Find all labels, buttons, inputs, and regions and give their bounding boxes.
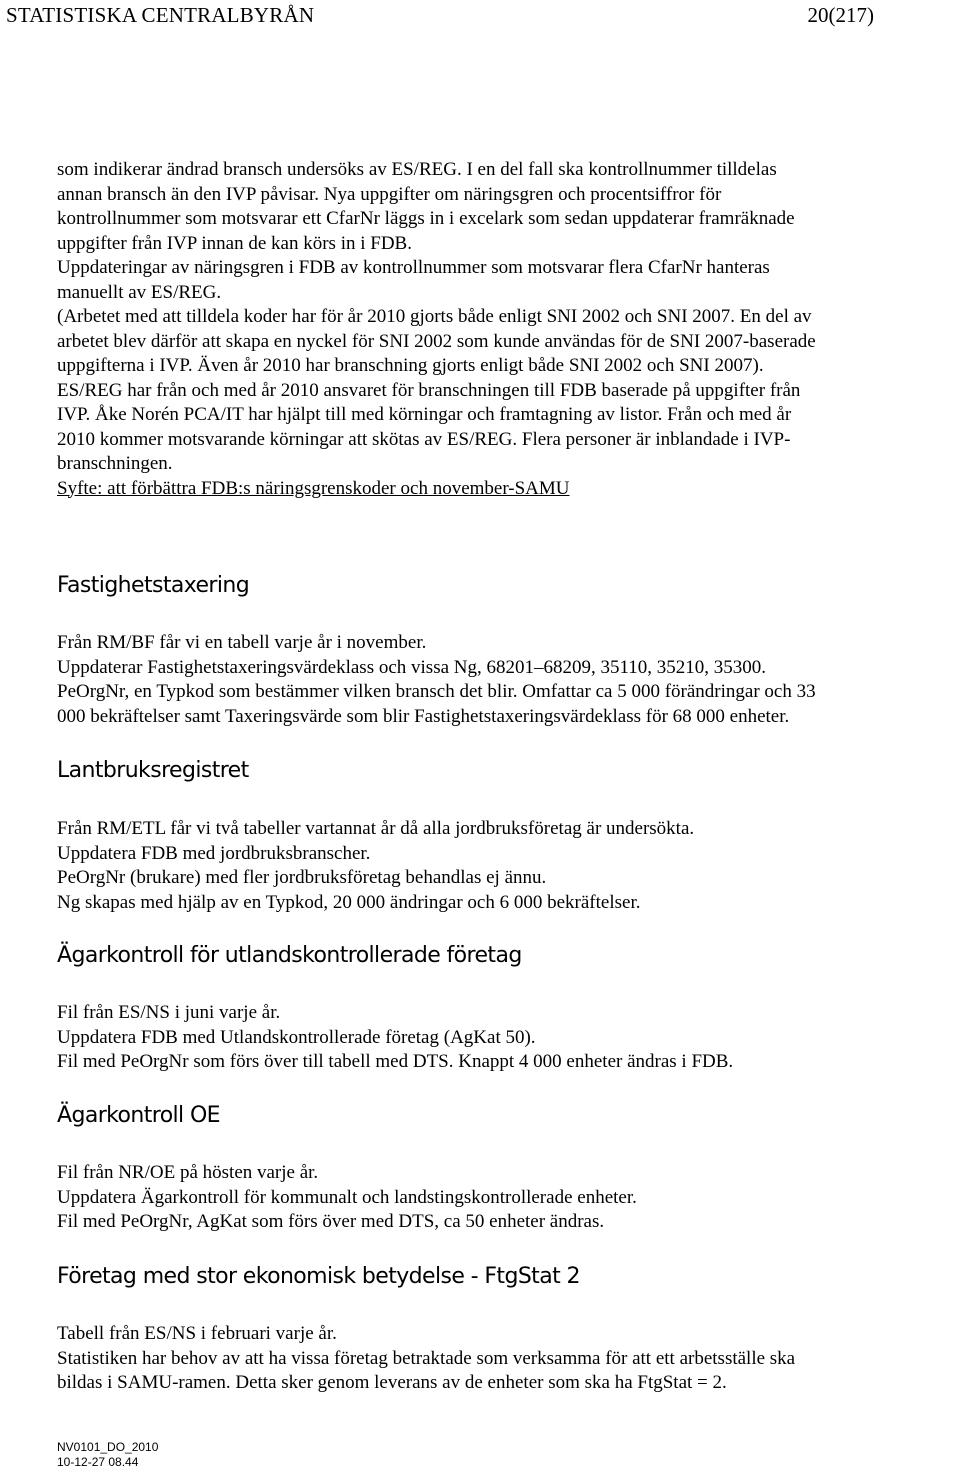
text-line: manuellt av ES/REG. [57, 281, 222, 303]
section-heading-lantbruksregistret: Lantbruksregistret [57, 758, 249, 783]
section-body-agarkontroll-utland [57, 1001, 959, 1075]
section-body-lantbruksregistret [57, 817, 959, 915]
text-line: Uppdatera Ägarkontroll för kommunalt och landstingskontrollerade enheter. [57, 1186, 637, 1208]
section-body-agarkontroll-oe [57, 1161, 959, 1235]
text-line: Uppdaterar Fastighetstaxeringsvärdeklass och vissa Ng, 68201–68209, 35110, 35210, 35300. [57, 656, 767, 678]
intro-paragraph [57, 158, 959, 501]
section-heading-fastighetstaxering: Fastighetstaxering [57, 573, 250, 598]
text-line: bildas i SAMU-ramen. Detta sker genom leverans av de enheter som ska ha FtgStat = 2. [57, 1372, 727, 1393]
page-footer [57, 1440, 158, 1470]
document-id: NV0101_DO_2010 [57, 1440, 159, 1454]
text-line: Fil med PeOrgNr som förs över till tabell med DTS. Knappt 4 000 enheter ändras i FDB. [57, 1051, 734, 1072]
text-line: annan bransch än den IVP påvisar. Nya uppgifter om näringsgren och procentsiffror för [57, 183, 722, 205]
document-timestamp: 10-12-27 08.44 [57, 1455, 139, 1469]
text-line: 2010 kommer motsvarande körningar att skötas av ES/REG. Flera personer är inblandade i IVP- [57, 428, 791, 450]
text-line: PeOrgNr (brukare) med fler jordbruksföretag behandlas ej ännu. [57, 867, 547, 888]
text-line: uppgifter från IVP innan de kan körs in i FDB. [57, 232, 412, 254]
text-line: PeOrgNr, en Typkod som bestämmer vilken bransch det blir. Omfattar ca 5 000 förändringar och 33 [57, 681, 816, 702]
text-line: kontrollnummer som motsvarar ett CfarNr läggs in i excelark som sedan uppdaterar framräknade [57, 208, 795, 229]
text-line: Fil från NR/OE på hösten varje år. [57, 1162, 319, 1183]
text-line: som indikerar ändrad bransch undersöks av ES/REG. I en del fall ska kontrollnummer tilldelas [57, 159, 777, 180]
text-line: uppgifterna i IVP. Även år 2010 har branschning gjorts enligt både SNI 2002 och SNI 2007). [57, 355, 764, 376]
page-number: 20(217) [807, 3, 874, 27]
text-line: arbetet blev därför att skapa en nyckel för SNI 2002 som kunde användas för de SNI 2007-baserade [57, 330, 816, 352]
section-heading-agarkontroll-utland: Ägarkontroll för utlandskontrollerade företag [57, 943, 522, 968]
section-body-ftgstat [57, 1322, 959, 1396]
text-line: 000 bekräftelser samt Taxeringsvärde som blir Fastighetstaxeringsvärdeklass för 68 000 enheter. [57, 705, 790, 727]
text-line: (Arbetet med att tilldela koder har för år 2010 gjorts både enligt SNI 2002 och SNI 2007. En del av [57, 306, 812, 327]
text-line: Tabell från ES/NS i februari varje år. [57, 1323, 337, 1344]
section-heading-agarkontroll-oe: Ägarkontroll OE [57, 1103, 220, 1128]
text-line: Uppdateringar av näringsgren i FDB av kontrollnummer som motsvarar flera CfarNr hanteras [57, 257, 770, 278]
text-line: IVP. Åke Norén PCA/IT har hjälpt till med körningar och framtagning av listor. Från och med år [57, 404, 792, 425]
text-line: branschningen. [57, 453, 173, 474]
text-line: Från RM/ETL får vi två tabeller vartannat år då alla jordbruksföretag är undersökta. [57, 818, 695, 839]
text-line: Uppdatera FDB med Utlandskontrollerade företag (AgKat 50). [57, 1026, 536, 1048]
text-line: Uppdatera FDB med jordbruksbranscher. [57, 842, 371, 864]
text-line: Fil med PeOrgNr, AgKat som förs över med DTS, ca 50 enheter ändras. [57, 1211, 605, 1232]
section-heading-ftgstat: Företag med stor ekonomisk betydelse - FtgStat 2 [57, 1264, 580, 1289]
text-line: Ng skapas med hjälp av en Typkod, 20 000 ändringar och 6 000 bekräftelser. [57, 891, 641, 913]
organization-name: STATISTISKA CENTRALBYRÅN [6, 3, 315, 27]
text-line: Statistiken har behov av att ha vissa företag betraktade som verksamma för att ett arbetsställe ska [57, 1347, 796, 1369]
section-body-fastighetstaxering [57, 631, 959, 729]
text-line: Från RM/BF får vi en tabell varje år i november. [57, 632, 427, 653]
text-line: Fil från ES/NS i juni varje år. [57, 1002, 281, 1023]
text-line: ES/REG har från och med år 2010 ansvaret för branschningen till FDB baserade på uppgifter från [57, 379, 801, 401]
purpose-statement: Syfte: att förbättra FDB:s näringsgrenskoder och november-SAMU [57, 477, 570, 499]
